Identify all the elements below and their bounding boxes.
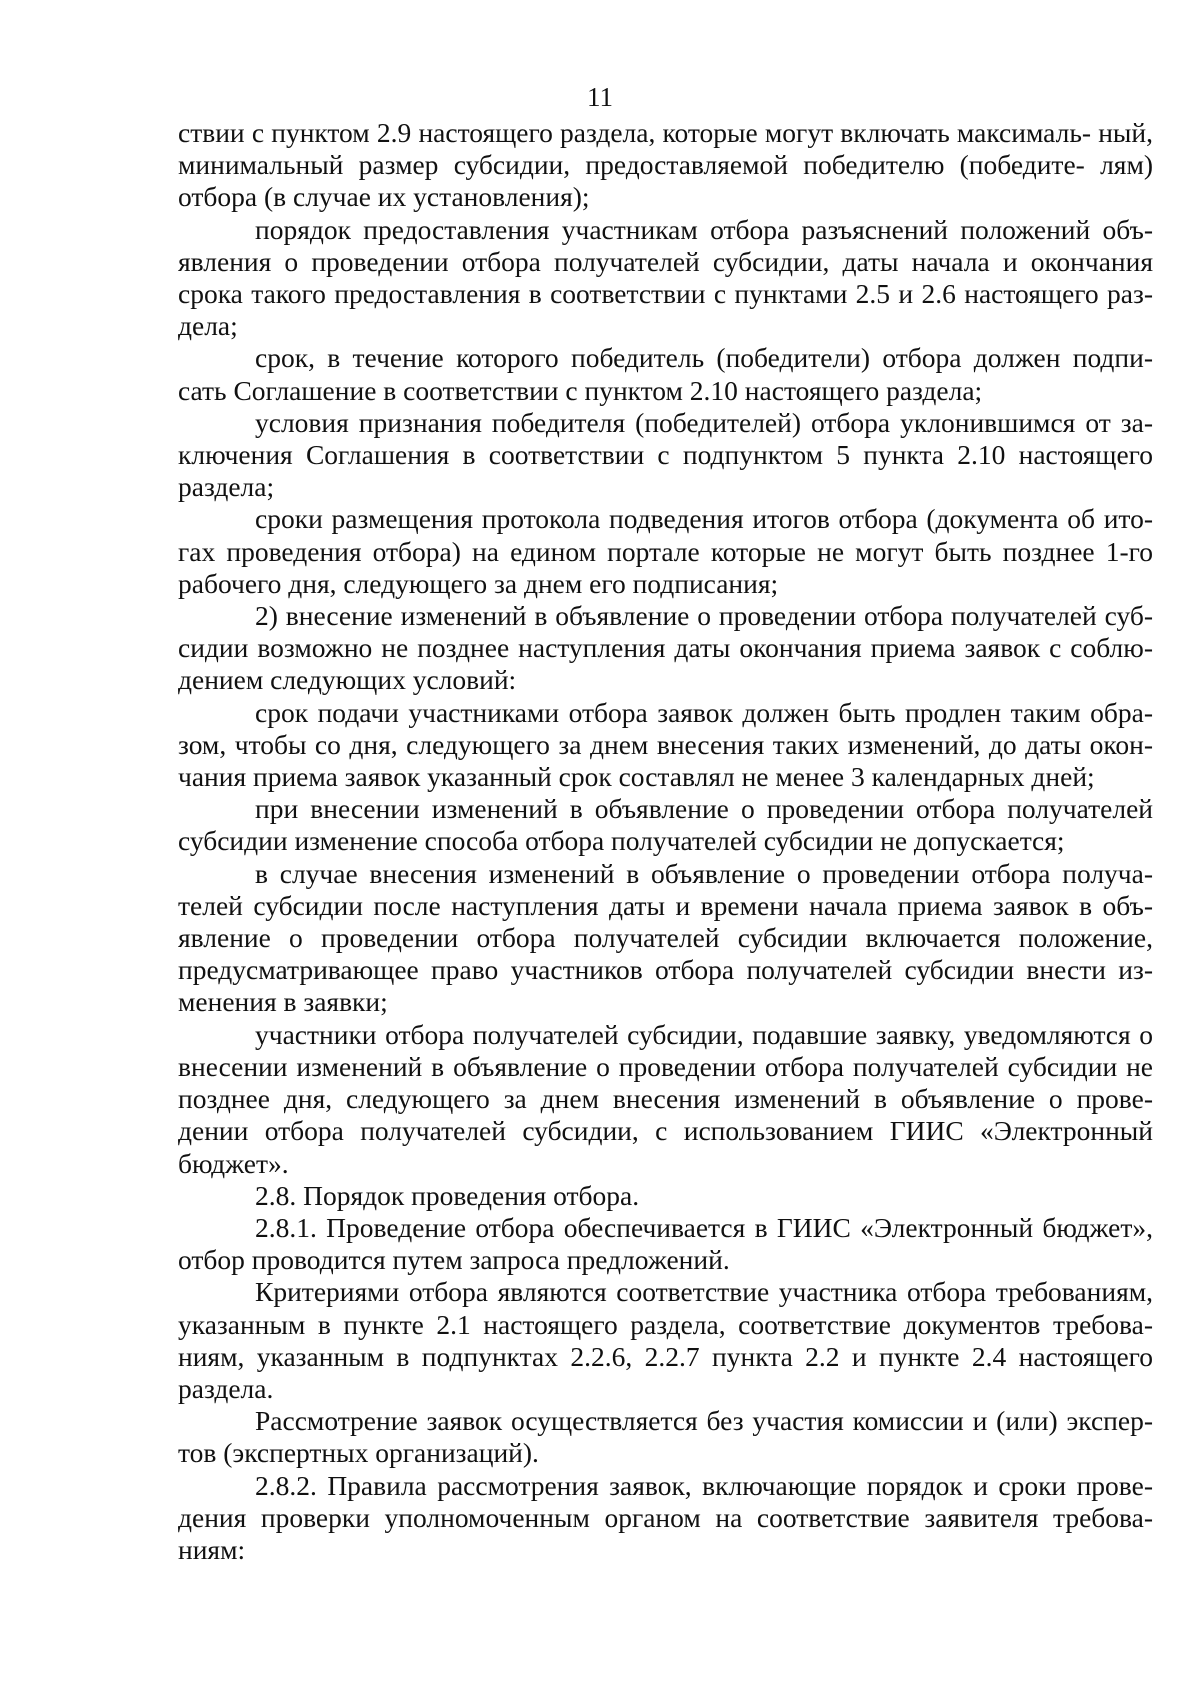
paragraph-section-2-8-1: 2.8.1. Проведение отбора обеспечивается в ГИИС «Электронный бюджет», отбор проводится путем запроса предложений.: [178, 1211, 1153, 1276]
paragraph-participant-notification: участники отбора получателей субсидии, подавшие заявку, уведомляются о внесении изменений в объявление о проведении отбора получателей субсидии не позднее дня, следующего за днем внесения изменений в объявление о прове- дении отбора получателей субсидии, с использованием ГИИС «Электронный бюджет».: [178, 1018, 1153, 1179]
paragraph-clarification-procedure: порядок предоставления участникам отбора разъяснений положений объ- явления о проведении отбора получателей субсидии, даты начала и окончания срока такого предоставления в соответствии с пунктами 2.5 и 2.6 настоящего раз- дела;: [178, 213, 1153, 342]
document-body: [178, 117, 1153, 1566]
paragraph-review-without-commission: Рассмотрение заявок осуществляется без участия комиссии и (или) экспер- тов (экспертных организаций).: [178, 1405, 1153, 1469]
paragraph-continuation: ствии с пунктом 2.9 настоящего раздела, которые могут включать максималь- ный, минимальный размер субсидии, предоставляемой победителю (победите- лям) отбора (в случае их установления);: [178, 117, 1153, 213]
paragraph-section-2-8-2: 2.8.2. Правила рассмотрения заявок, включающие порядок и сроки прове- дения проверки уполномоченным органом на соответствие заявителя требова- ниям:: [178, 1469, 1153, 1565]
paragraph-deadline-extension: срок подачи участниками отбора заявок должен быть продлен таким обра- зом, чтобы со дня, следующего за днем внесения таких изменений, до даты окон- чания приема заявок указанный срок составлял не менее 3 календарных дней;: [178, 696, 1153, 793]
paragraph-selection-criteria: Критериями отбора являются соответствие участника отбора требованиям, указанным в пункте 2.1 настоящего раздела, соответствие документов требова- ниям, указанным в подпунктах 2.2.6, 2.2.7 пункта 2.2 и пункте 2.4 настоящего раздела.: [178, 1276, 1153, 1404]
paragraph-method-change: при внесении изменений в объявление о проведении отбора получателей субсидии изменение способа отбора получателей субсидии не допускается;: [178, 793, 1153, 857]
paragraph-signing-deadline: срок, в течение которого победитель (победители) отбора должен подпи- сать Соглашение в соответствии с пунктом 2.10 настоящего раздела;: [178, 342, 1153, 406]
paragraph-application-changes: в случае внесения изменений в объявление о проведении отбора получа- телей субсидии после наступления даты и времени начала приема заявок в объ- явление о проведении отбора получателей субсидии включается положение, предусматривающее право участников отбора получателей субсидии внести из- менения в заявки;: [178, 857, 1153, 1018]
page-number: 11: [587, 82, 613, 112]
paragraph-evasion-conditions: условия признания победителя (победителей) отбора уклонившимся от за- ключения Соглашения в соответствии с подпунктом 5 пункта 2.10 настоящего раздела;: [178, 406, 1153, 503]
paragraph-section-2-8: 2.8. Порядок проведения отбора.: [255, 1179, 640, 1211]
paragraph-amendment-conditions: 2) внесение изменений в объявление о проведении отбора получателей суб- сидии возможно не позднее наступления даты окончания приема заявок с соблю- дением следующих условий:: [178, 600, 1153, 696]
paragraph-protocol-deadlines: сроки размещения протокола подведения итогов отбора (документа об ито- гах проведения отбора) на едином портале которые не могут быть позднее 1-го рабочего дня, следующего за днем его подписания;: [178, 503, 1153, 599]
